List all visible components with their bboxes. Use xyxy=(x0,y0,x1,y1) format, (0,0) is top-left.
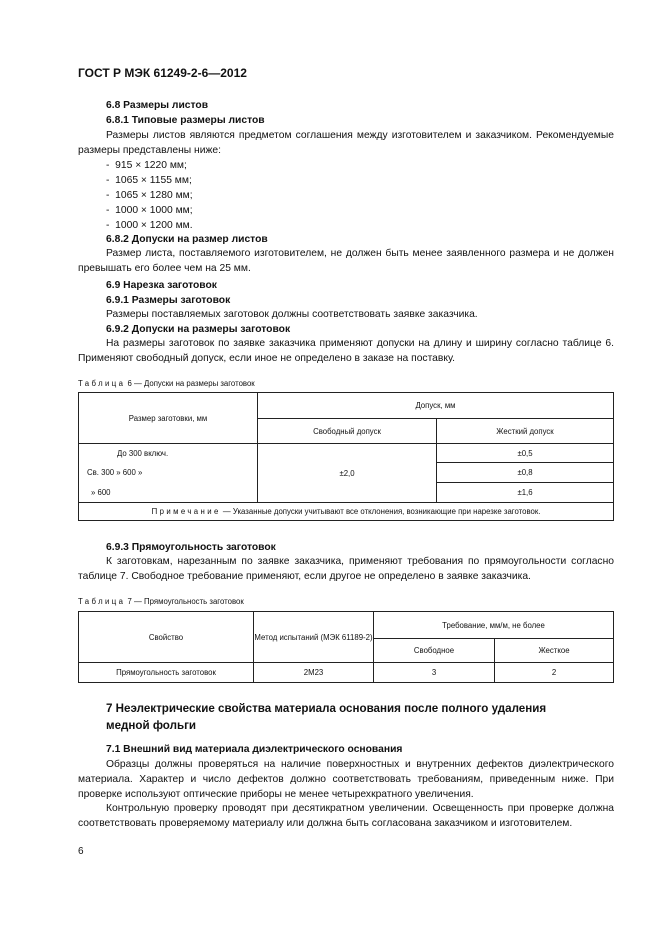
table-row xyxy=(79,444,614,463)
page-number: 6 xyxy=(78,846,84,857)
table-6-caption: Таблица 6 — Допуски на размеры заготовок xyxy=(78,379,255,388)
table-7-header-property: Свойство xyxy=(79,612,254,663)
table-6-size-cell: До 300 включ. xyxy=(79,444,258,463)
table-6-size-cell: » 600 xyxy=(79,483,258,503)
size-item: - 1065 × 1280 мм; xyxy=(106,190,193,201)
table-6-header-strict: Жесткий допуск xyxy=(437,419,614,444)
section-6-9-2-title: 6.9.2 Допуски на размеры заготовок xyxy=(106,324,291,335)
section-6-8-2-text: Размер листа, поставляемого изготовителем, не должен быть менее заявленного размера и не должен превышать его более чем на 25 мм. xyxy=(78,248,614,274)
section-6-9-2-text: На размеры заготовок по заявке заказчика применяют допуски на длину и ширину согласно таблице 6. Применяют свободный допуск, если иное не определено в заказе на поставку. xyxy=(78,338,614,364)
table-7-free-cell: 3 xyxy=(374,663,495,683)
table-6-strict-cell: ±0,5 xyxy=(437,444,614,463)
table-7-header-free: Свободное xyxy=(374,639,495,663)
table-6-header-free: Свободный допуск xyxy=(258,419,437,444)
size-item: - 1000 × 1200 мм. xyxy=(106,220,193,231)
table-6-free-value: ±2,0 xyxy=(258,444,437,503)
table-7-header-method: Метод испытаний (МЭК 61189-2) xyxy=(254,612,374,663)
section-6-8-title: 6.8 Размеры листов xyxy=(106,100,209,111)
table-7-property-cell: Прямоугольность заготовок xyxy=(79,663,254,683)
table-6-header-tolerance: Допуск, мм xyxy=(258,393,614,419)
section-6-9-3-text: К заготовкам, нарезанным по заявке заказчика, применяют требования по прямоугольности согласно таблице 7. Свободное требование применяют, если другое не определено в заявке заказчика. xyxy=(78,556,614,582)
document-header: ГОСТ Р МЭК 61249-2-6—2012 xyxy=(78,66,247,80)
section-6-9-1-title: 6.9.1 Размеры заготовок xyxy=(106,295,231,306)
table-7-header-requirement: Требование, мм/м, не более xyxy=(374,612,614,639)
section-7-1-title: 7.1 Внешний вид материала диэлектрического основания xyxy=(106,744,403,755)
table-6-header-size: Размер заготовки, мм xyxy=(79,393,258,444)
section-6-8-2-title: 6.8.2 Допуски на размер листов xyxy=(106,234,268,245)
section-6-8-1-text: Размеры листов являются предметом соглашения между изготовителем и заказчиком. Рекомендуемые размеры представлены ниже: xyxy=(78,130,614,156)
section-6-8-1-title: 6.8.1 Типовые размеры листов xyxy=(106,115,265,126)
table-7-caption: Таблица 7 — Прямоугольность заготовок xyxy=(78,597,244,606)
section-7-title: 7 Неэлектрические свойства материала основания после полного удаления медной фольги xyxy=(106,702,547,732)
table-6-strict-cell: ±0,8 xyxy=(437,463,614,483)
section-6-9-title: 6.9 Нарезка заготовок xyxy=(106,280,217,291)
table-row xyxy=(79,663,614,683)
size-list xyxy=(106,158,193,233)
table-7-header-strict: Жесткое xyxy=(495,639,614,663)
table-6-strict-cell: ±1,6 xyxy=(437,483,614,503)
size-item: - 1065 × 1155 мм; xyxy=(106,175,192,186)
size-item: - 915 × 1220 мм; xyxy=(106,160,187,171)
table-6-note: Примечание — Указанные допуски учитывают все отклонения, возникающие при нарезке заготовок. xyxy=(79,503,614,521)
table-6 xyxy=(78,392,614,521)
table-7 xyxy=(78,611,614,683)
section-6-9-1-text: Размеры поставляемых заготовок должны соответствовать заявке заказчика. xyxy=(106,309,478,320)
section-7-1-paragraph-2: Контрольную проверку проводят при десятикратном увеличении. Освещенность при проверке должна соответствовать проверяемому материалу или должна быть согласована заказчиком и изготовителем. xyxy=(78,803,614,829)
section-6-9-3-title: 6.9.3 Прямоугольность заготовок xyxy=(106,542,276,553)
table-7-method-cell: 2M23 xyxy=(254,663,374,683)
size-item: - 1000 × 1000 мм; xyxy=(106,205,193,216)
section-7-1-paragraph-1: Образцы должны проверяться на наличие поверхностных и внутренних дефектов диэлектрического материала. Характер и число дефектов должно соответствовать требованиям, приведенным ниже. При проверке используют оптические приборы не менее четырехкратного увеличения. xyxy=(78,759,614,800)
table-7-strict-cell: 2 xyxy=(495,663,614,683)
table-6-size-cell: Св. 300 » 600 » xyxy=(79,463,258,483)
